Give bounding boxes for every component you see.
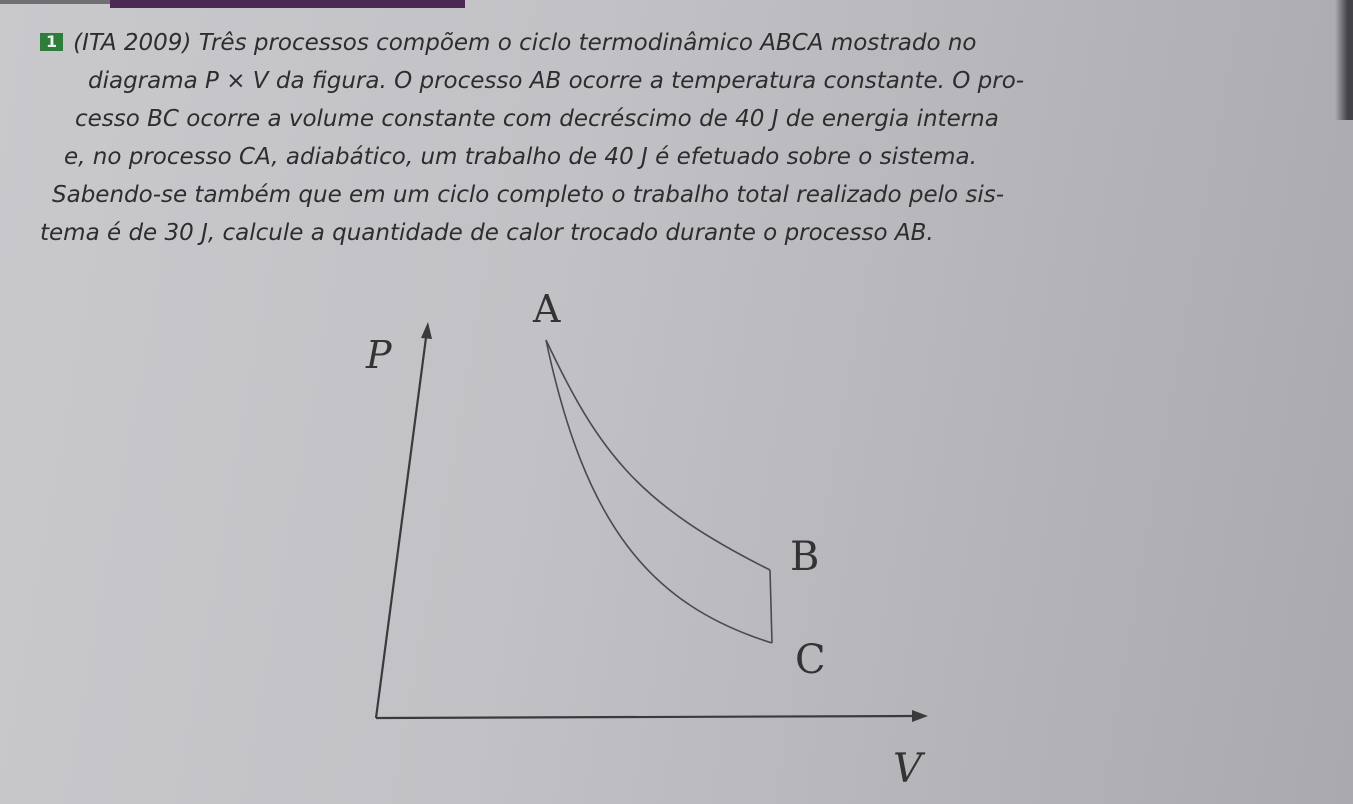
- y-axis-label: P: [366, 333, 392, 377]
- question-line-2: diagrama P × V da figura. O processo AB ocorre a temperatura constante. O pro-: [88, 68, 1025, 94]
- question-number-badge: 1: [40, 33, 63, 51]
- point-c-label: C: [795, 637, 826, 683]
- adiabat-ca-curve: [546, 340, 772, 643]
- question-line-5: Sabendo-se também que em um ciclo completo o trabalho total realizado pelo sis-: [52, 182, 1005, 208]
- question-line-4: e, no processo CA, adiabático, um trabalho de 40 J é efetuado sobre o sistema.: [64, 144, 977, 170]
- y-axis-arrowhead: [421, 322, 432, 339]
- y-axis-line: [376, 330, 427, 718]
- point-b-label: B: [790, 534, 820, 580]
- question-line-1-text: (ITA 2009) Três processos compõem o ciclo termodinâmico ABCA mostrado no: [73, 30, 977, 56]
- isotherm-ab-curve: [546, 340, 770, 570]
- x-axis-line: [376, 716, 915, 718]
- question-line-3: cesso BC ocorre a volume constante com decréscimo de 40 J de energia interna: [75, 106, 999, 132]
- question-line-6: tema é de 30 J, calcule a quantidade de calor trocado durante o processo AB.: [40, 220, 934, 246]
- point-a-label: A: [533, 287, 561, 331]
- x-axis-label: V: [893, 746, 922, 792]
- isochoric-bc-line: [770, 570, 772, 643]
- x-axis-arrowhead: [912, 710, 928, 722]
